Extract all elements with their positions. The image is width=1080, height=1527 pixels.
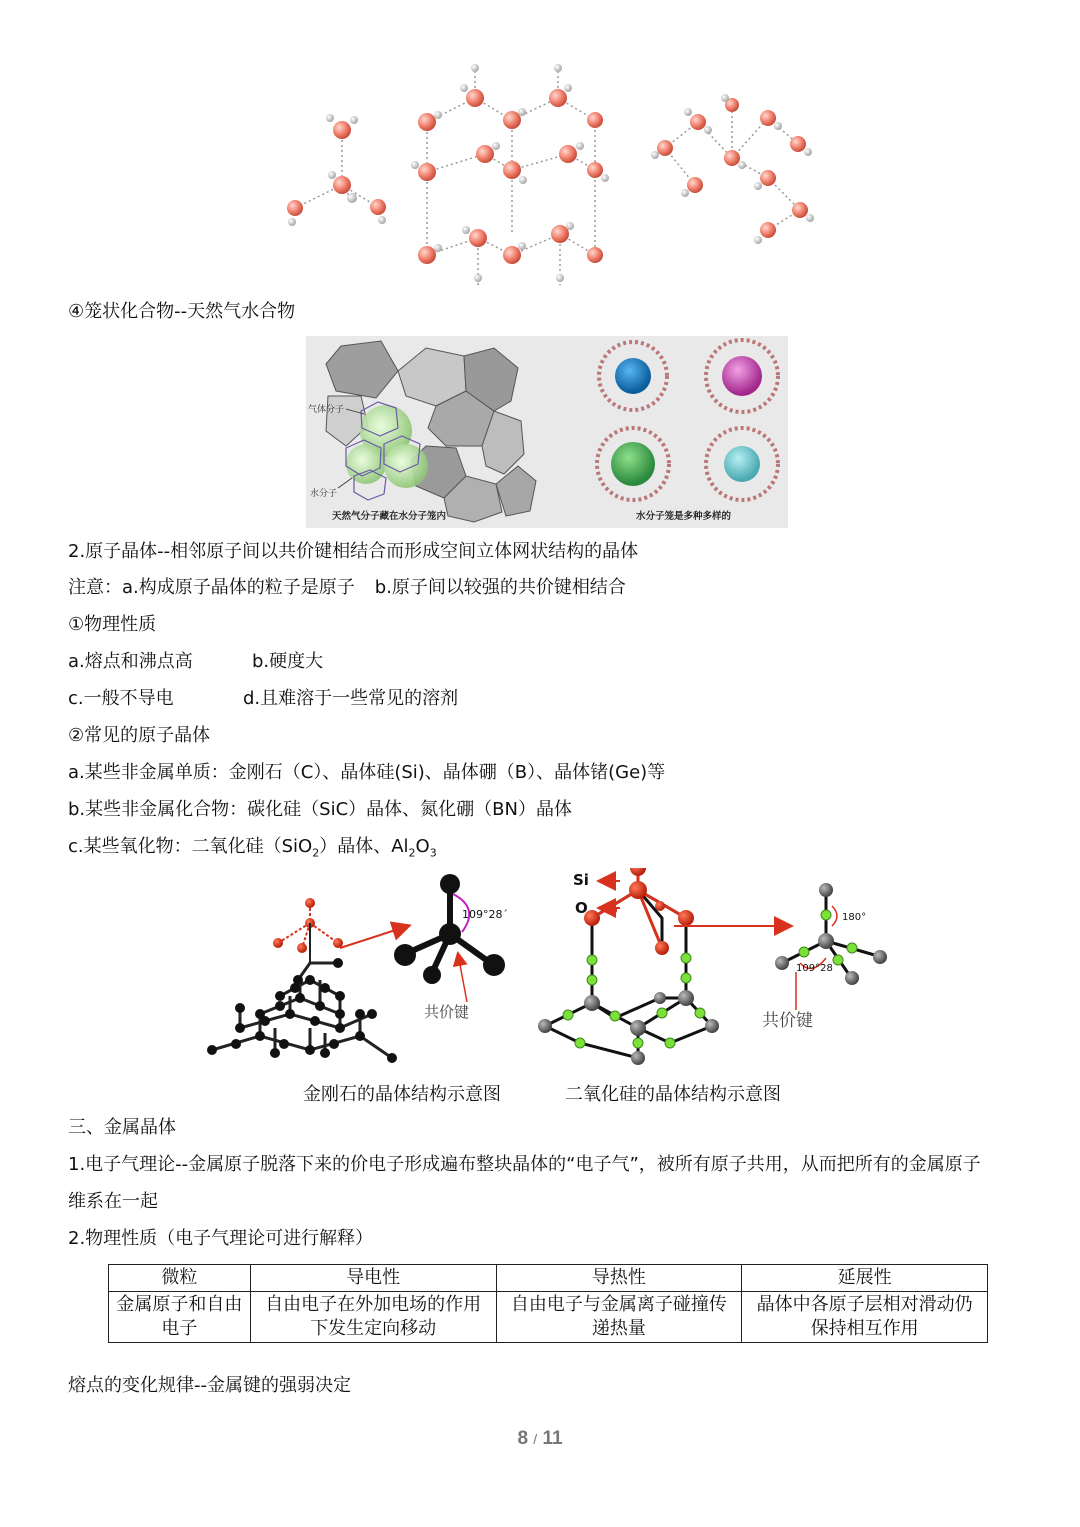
prop-a: a.熔点和沸点高 — [68, 651, 193, 672]
clathrate-figure — [306, 336, 788, 528]
atomic-crystal-note — [68, 576, 626, 600]
sio2-subscript: 2 — [312, 846, 320, 860]
sio2-caption: 二氧化硅的晶体结构示意图 — [565, 1084, 781, 1105]
common-c-oxygen: O — [415, 836, 430, 857]
atomic-crystal-title: 2.原子晶体--相邻原子间以共价键相结合而形成空间立体网状结构的晶体 — [68, 541, 639, 562]
cell-conductivity: 自由电子在外加电场的作用下发生定向移动 — [250, 1292, 496, 1343]
water-molecule-label: 水分子 — [310, 489, 338, 499]
common-a: a.某些非金属单质：金刚石（C）、晶体硅(Si)、晶体硼（B）、晶体锗(Ge)等 — [68, 762, 666, 783]
table-row — [109, 1292, 988, 1343]
clathrate-heading: ④笼状化合物--天然气水合物 — [68, 301, 296, 322]
crystal-structures-figure — [200, 868, 900, 1068]
common-c — [68, 835, 437, 866]
common-c-mid: ）晶体、Al — [319, 836, 409, 857]
gas-molecule-label: 气体分子 — [308, 405, 345, 415]
cell-ductility: 晶体中各原子层相对滑动仍保持相互作用 — [742, 1292, 988, 1343]
note-a: a.构成原子晶体的粒子是原子 — [122, 577, 355, 598]
header-particle: 微粒 — [109, 1265, 251, 1292]
page-total: 11 — [542, 1428, 563, 1449]
sio2-si-atoms — [538, 990, 719, 1065]
metal-crystal-heading: 三、金属晶体 — [68, 1117, 176, 1138]
page-indicator — [0, 1428, 1080, 1450]
sio2-tetrahedral-unit — [762, 883, 887, 1031]
props-row-2 — [68, 687, 458, 711]
common-b: b.某些非金属化合物：碳化硅（SiC）晶体、氮化硼（BN）晶体 — [68, 799, 572, 820]
common-c-prefix: c.某些氧化物：二氧化硅（SiO — [68, 836, 313, 857]
electron-gas-theory-line-2: 维系在一起 — [68, 1191, 158, 1212]
prop-c: c.一般不导电 — [68, 688, 174, 709]
physical-heading: ①物理性质 — [68, 614, 157, 635]
note-b: b.原子间以较强的共价键相结合 — [374, 577, 626, 598]
page-separator: / — [533, 1431, 538, 1447]
al-subscript: 2 — [408, 846, 416, 860]
sio2-bond-label: 共价键 — [762, 1011, 813, 1031]
sio2-o-label: O — [575, 899, 588, 917]
page-current: 8 — [517, 1428, 529, 1449]
diamond-angle-label: 109°28΄ — [462, 908, 508, 921]
clathrate-left-caption: 天然气分子藏在水分子笼内 — [332, 511, 447, 522]
oxygen-atoms — [287, 89, 808, 264]
diamond-tetrahedral-unit — [394, 874, 508, 1021]
clathrate-right-caption: 水分子笼是多种多样的 — [636, 511, 732, 522]
header-ductility: 延展性 — [742, 1265, 988, 1292]
header-conductivity: 导电性 — [250, 1265, 496, 1292]
note-label: 注意： — [68, 577, 122, 598]
cell-particle: 金属原子和自由电子 — [109, 1292, 251, 1343]
props-row-1 — [68, 650, 323, 674]
common-heading: ②常见的原子晶体 — [68, 725, 211, 746]
sio2-angle-180: 180° — [842, 912, 867, 923]
sio2-angle-label: 109°28 — [796, 963, 833, 974]
metal-physical-heading: 2.物理性质（电子气理论可进行解释） — [68, 1228, 374, 1249]
sio2-si-label: Si — [573, 871, 589, 889]
diamond-caption: 金刚石的晶体结构示意图 — [303, 1084, 501, 1105]
melting-point-rule: 熔点的变化规律--金属键的强弱决定 — [68, 1375, 351, 1396]
prop-b: b.硬度大 — [252, 651, 324, 672]
diamond-bond-label: 共价键 — [424, 1003, 470, 1021]
ice-structure-figure — [270, 60, 830, 290]
cell-thermal: 自由电子与金属离子碰撞传递热量 — [496, 1292, 742, 1343]
o-subscript: 3 — [429, 846, 437, 860]
table-header-row — [109, 1265, 988, 1292]
header-thermal: 导热性 — [496, 1265, 742, 1292]
metal-properties-table — [108, 1264, 988, 1343]
electron-gas-theory-line-1: 1.电子气理论--金属原子脱落下来的价电子形成遍布整块晶体的“电子气”，被所有原子共用，从而把所有的金属原子 — [68, 1154, 981, 1175]
prop-d: d.且难溶于一些常见的溶剂 — [243, 688, 459, 709]
